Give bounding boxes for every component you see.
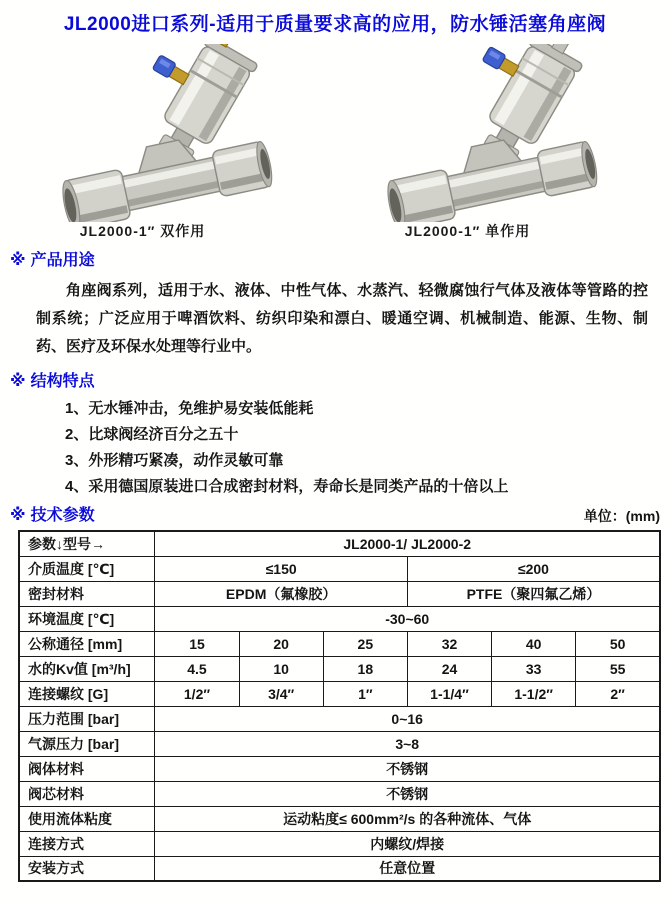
- spec-cell: 50: [576, 631, 660, 656]
- spec-cell: 33: [492, 656, 576, 681]
- spec-table-row: [19, 756, 660, 781]
- spec-table-row: [19, 831, 660, 856]
- product-photo-row: [0, 44, 670, 240]
- spec-table-row: [19, 856, 660, 881]
- feature-item: 1、无水锤冲击，免维护易安装低能耗: [65, 400, 314, 417]
- features-heading-label: 结构特点: [30, 373, 95, 390]
- features-heading: [10, 371, 660, 393]
- spec-cell: 4.5: [155, 656, 239, 681]
- unit-note: 单位：(mm): [583, 508, 660, 524]
- spec-cell: 任意位置: [155, 856, 660, 881]
- air-fitting-side: [482, 46, 520, 77]
- product-photo-single-acting-valve: [348, 44, 648, 222]
- usage-heading: [10, 250, 660, 272]
- spec-cell: 3/4″: [239, 681, 323, 706]
- spec-cell: ≤150: [155, 556, 408, 581]
- spec-cell: PTFE（聚四氟乙烯）: [407, 581, 660, 606]
- spec-row-label: 环境温度 [℃]: [19, 606, 155, 631]
- feature-item: 2、比球阀经济百分之五十: [65, 426, 239, 443]
- page-title: JL2000进口系列-适用于质量要求高的应用，防水锤活塞角座阀: [63, 14, 607, 35]
- section-features: [0, 371, 670, 500]
- spec-row-label: 介质温度 [℃]: [19, 556, 155, 581]
- specs-heading: [10, 505, 95, 527]
- product-caption-double-acting: JL2000-1″ 双作用: [79, 223, 206, 239]
- spec-row-label: 气源压力 [bar]: [19, 731, 155, 756]
- spec-cell: 20: [239, 631, 323, 656]
- spec-cell: 25: [323, 631, 407, 656]
- spec-cell: 1-1/2″: [492, 681, 576, 706]
- spec-cell: 55: [576, 656, 660, 681]
- spec-table-row: [19, 631, 660, 656]
- spec-cell: ≤200: [407, 556, 660, 581]
- spec-row-label: 连接方式: [19, 831, 155, 856]
- spec-row-label: 使用流体粘度: [19, 806, 155, 831]
- spec-row-label: 密封材料: [19, 581, 155, 606]
- spec-cell: 40: [492, 631, 576, 656]
- spec-table-row: [19, 581, 660, 606]
- spec-row-label: 安装方式: [19, 856, 155, 881]
- spec-cell: -30~60: [155, 606, 660, 631]
- spec-cell: 1-1/4″: [407, 681, 491, 706]
- spec-cell: JL2000-1/ JL2000-2: [155, 531, 660, 556]
- product-photo-double-acting-valve: [23, 44, 323, 222]
- spec-row-label: 压力范围 [bar]: [19, 706, 155, 731]
- spec-cell: 运动粘度≤ 600mm²/s 的各种流体、气体: [155, 806, 660, 831]
- spec-row-label: 阀体材料: [19, 756, 155, 781]
- feature-list: [10, 396, 660, 500]
- spec-table-row: [19, 656, 660, 681]
- section-marker: ※: [10, 252, 26, 269]
- specs-heading-label: 技术参数: [30, 507, 95, 524]
- spec-cell: 18: [323, 656, 407, 681]
- spec-table-row: [19, 781, 660, 806]
- spec-table-row: [19, 806, 660, 831]
- spec-table-body: [19, 531, 660, 881]
- spec-row-label: 公称通径 [mm]: [19, 631, 155, 656]
- spec-row-label: 水的Kv值 [m³/h]: [19, 656, 155, 681]
- spec-cell: EPDM（氟橡胶）: [155, 581, 408, 606]
- usage-heading-label: 产品用途: [30, 252, 95, 269]
- spec-cell: 1/2″: [155, 681, 239, 706]
- spec-cell: 不锈钢: [155, 756, 660, 781]
- usage-body-text: 角座阀系列，适用于水、液体、中性气体、水蒸汽、轻微腐蚀行气体及液体等管路的控制系统；广泛应用于啤酒饮料、纺织印染和漂白、暖通空调、机械制造、能源、生物、制药、医疗及环保水处理等行业中。: [36, 282, 648, 355]
- spec-cell: 内螺纹/焊接: [155, 831, 660, 856]
- spec-cell: 32: [407, 631, 491, 656]
- air-fitting-side: [152, 55, 190, 86]
- spec-cell: 15: [155, 631, 239, 656]
- spec-table-row: [19, 606, 660, 631]
- product-figure-single-acting: [335, 44, 660, 240]
- feature-item: 3、外形精巧紧凑，动作灵敏可靠: [65, 452, 284, 469]
- spec-table-row: [19, 706, 660, 731]
- spec-row-label: 连接螺纹 [G]: [19, 681, 155, 706]
- spec-cell: 0~16: [155, 706, 660, 731]
- spec-cell: 不锈钢: [155, 781, 660, 806]
- section-marker: ※: [10, 507, 26, 524]
- spec-row-label: 参数↓型号→: [19, 531, 155, 556]
- section-usage: [0, 250, 670, 361]
- spec-cell: 2″: [576, 681, 660, 706]
- spec-table-row: [19, 531, 660, 556]
- spec-cell: 3~8: [155, 731, 660, 756]
- product-caption-single-acting: JL2000-1″ 单作用: [404, 223, 531, 239]
- spec-table-row: [19, 556, 660, 581]
- product-figure-double-acting: [10, 44, 335, 240]
- section-specs-heading-row: [0, 505, 670, 527]
- spec-cell: 1″: [323, 681, 407, 706]
- spec-table: [18, 530, 661, 882]
- spec-row-label: 阀芯材料: [19, 781, 155, 806]
- feature-item: 4、采用德国原装进口合成密封材料，寿命长是同类产品的十倍以上: [65, 478, 509, 495]
- spec-cell: 10: [239, 656, 323, 681]
- spec-table-row: [19, 681, 660, 706]
- spec-cell: 24: [407, 656, 491, 681]
- spec-table-wrap: [0, 527, 670, 882]
- section-marker: ※: [10, 373, 26, 390]
- spec-table-row: [19, 731, 660, 756]
